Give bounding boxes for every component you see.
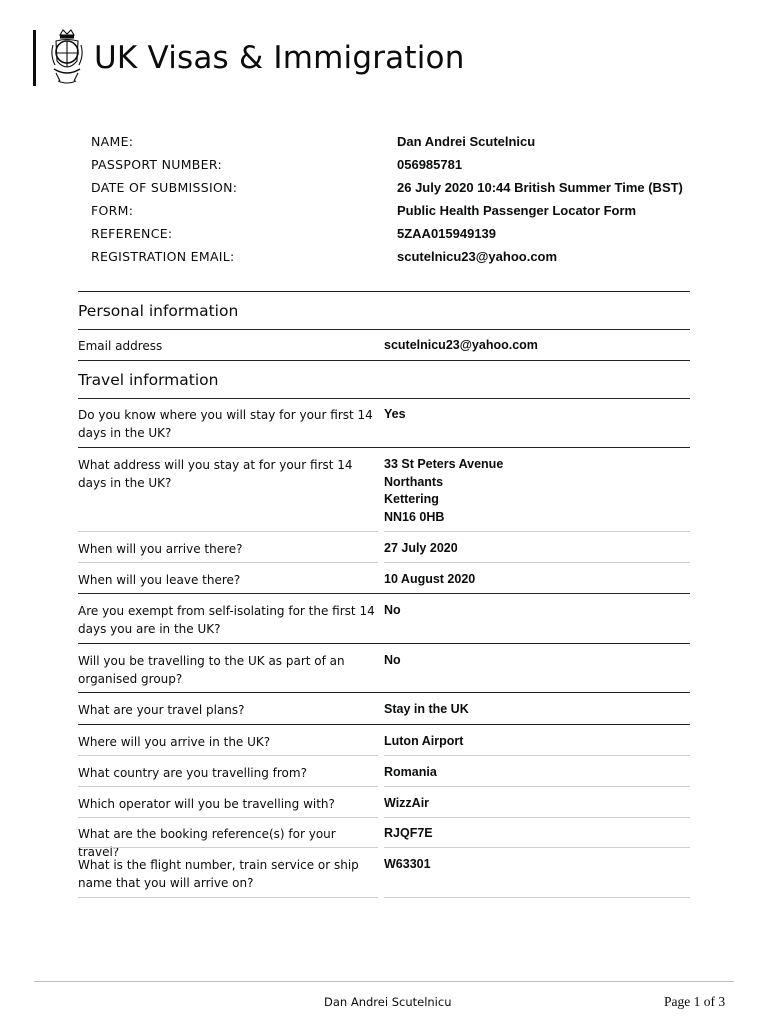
- submission-details: [91, 130, 711, 268]
- meta-row: [91, 199, 711, 222]
- answer-text: W63301: [384, 857, 431, 871]
- meta-label: NAME:: [91, 134, 134, 149]
- row-separator: [78, 847, 378, 848]
- answer-row: [78, 652, 690, 692]
- answer-row: [78, 571, 690, 593]
- answer-text: Luton Airport: [384, 734, 464, 748]
- answer-row: [78, 733, 690, 756]
- question-text: What are the booking reference(s) for your travel?: [78, 827, 336, 859]
- row-separator: [384, 786, 690, 787]
- answer-text: scutelnicu23@yahoo.com: [384, 338, 538, 352]
- row-rule: [78, 692, 690, 693]
- meta-row: [91, 222, 711, 245]
- answer-row: [78, 825, 690, 859]
- meta-value: Public Health Passenger Locator Form: [397, 203, 637, 218]
- row-rule: [78, 593, 690, 594]
- header-divider: [33, 30, 36, 86]
- section-rule: [78, 291, 690, 292]
- meta-row: [91, 130, 711, 153]
- question-text: Do you know where you will stay for your first 14 days in the UK?: [78, 408, 373, 440]
- meta-value: 26 July 2020 10:44 British Summer Time (BST): [397, 180, 683, 195]
- answer-row: [78, 337, 690, 360]
- answer-text: RJQF7E: [384, 826, 433, 840]
- meta-value: 056985781: [397, 157, 463, 172]
- header: [33, 28, 465, 88]
- answer-row: [78, 540, 690, 563]
- meta-label: REGISTRATION EMAIL:: [91, 249, 235, 264]
- section-title-personal: Personal information: [78, 302, 239, 320]
- answer-text: Romania: [384, 765, 437, 779]
- meta-value: 5ZAA015949139: [397, 226, 497, 241]
- answer-row: [78, 856, 690, 898]
- header-title: UK Visas & Immigration: [94, 40, 465, 76]
- section-rule: [78, 329, 690, 330]
- meta-label: REFERENCE:: [91, 226, 173, 241]
- footer-rule: [34, 981, 734, 982]
- row-separator: [78, 817, 378, 818]
- row-separator: [384, 562, 690, 563]
- answer-text: 33 St Peters Avenue Northants Kettering NN16 0HB: [384, 457, 504, 524]
- row-separator: [78, 562, 378, 563]
- page-number: Page 1 of 3: [664, 994, 726, 1009]
- meta-value: Dan Andrei Scutelnicu: [397, 134, 536, 149]
- answer-row: [78, 406, 690, 448]
- row-separator: [78, 897, 378, 898]
- row-separator: [78, 531, 378, 532]
- meta-label: FORM:: [91, 203, 134, 218]
- question-text: Where will you arrive in the UK?: [78, 735, 271, 749]
- answer-text: WizzAir: [384, 796, 430, 810]
- answer-row: [78, 456, 690, 532]
- question-text: Will you be travelling to the UK as part of an organised group?: [78, 654, 345, 686]
- answer-text: 27 July 2020: [384, 541, 458, 555]
- row-separator: [78, 755, 378, 756]
- answer-row: [78, 795, 690, 818]
- section-title-travel: Travel information: [78, 371, 219, 389]
- answer-text: Stay in the UK: [384, 702, 469, 716]
- answer-row: [78, 764, 690, 787]
- question-text: When will you leave there?: [78, 573, 241, 587]
- meta-row: [91, 245, 711, 268]
- meta-value: scutelnicu23@yahoo.com: [397, 249, 558, 264]
- section-rule: [78, 360, 690, 361]
- answer-text: No: [384, 653, 401, 667]
- row-rule: [78, 724, 690, 725]
- answer-row: [78, 602, 690, 643]
- answer-text: Yes: [384, 407, 406, 421]
- answer-row: [78, 701, 690, 724]
- question-text: Are you exempt from self-isolating for the first 14 days you are in the UK?: [78, 604, 375, 636]
- question-text: Which operator will you be travelling with?: [78, 797, 335, 811]
- question-text: What country are you travelling from?: [78, 766, 307, 780]
- row-separator: [384, 531, 690, 532]
- question-text: What are your travel plans?: [78, 703, 245, 717]
- row-rule: [78, 643, 690, 644]
- answer-text: No: [384, 603, 401, 617]
- meta-label: DATE OF SUBMISSION:: [91, 180, 238, 195]
- meta-label: PASSPORT NUMBER:: [91, 157, 222, 172]
- question-text: Email address: [78, 339, 163, 353]
- question-text: What address will you stay at for your first 14 days in the UK?: [78, 458, 353, 490]
- section-rule: [78, 398, 690, 399]
- row-separator: [384, 897, 690, 898]
- row-rule: [78, 447, 690, 448]
- question-text: When will you arrive there?: [78, 542, 243, 556]
- footer-name: Dan Andrei Scutelnicu: [324, 995, 452, 1009]
- row-separator: [78, 786, 378, 787]
- royal-crest-icon: [50, 29, 84, 87]
- answer-text: 10 August 2020: [384, 572, 476, 586]
- row-separator: [384, 817, 690, 818]
- row-separator: [384, 755, 690, 756]
- question-text: What is the flight number, train service or ship name that you will arrive on?: [78, 858, 359, 890]
- row-separator: [384, 847, 690, 848]
- meta-row: [91, 176, 711, 199]
- meta-row: [91, 153, 711, 176]
